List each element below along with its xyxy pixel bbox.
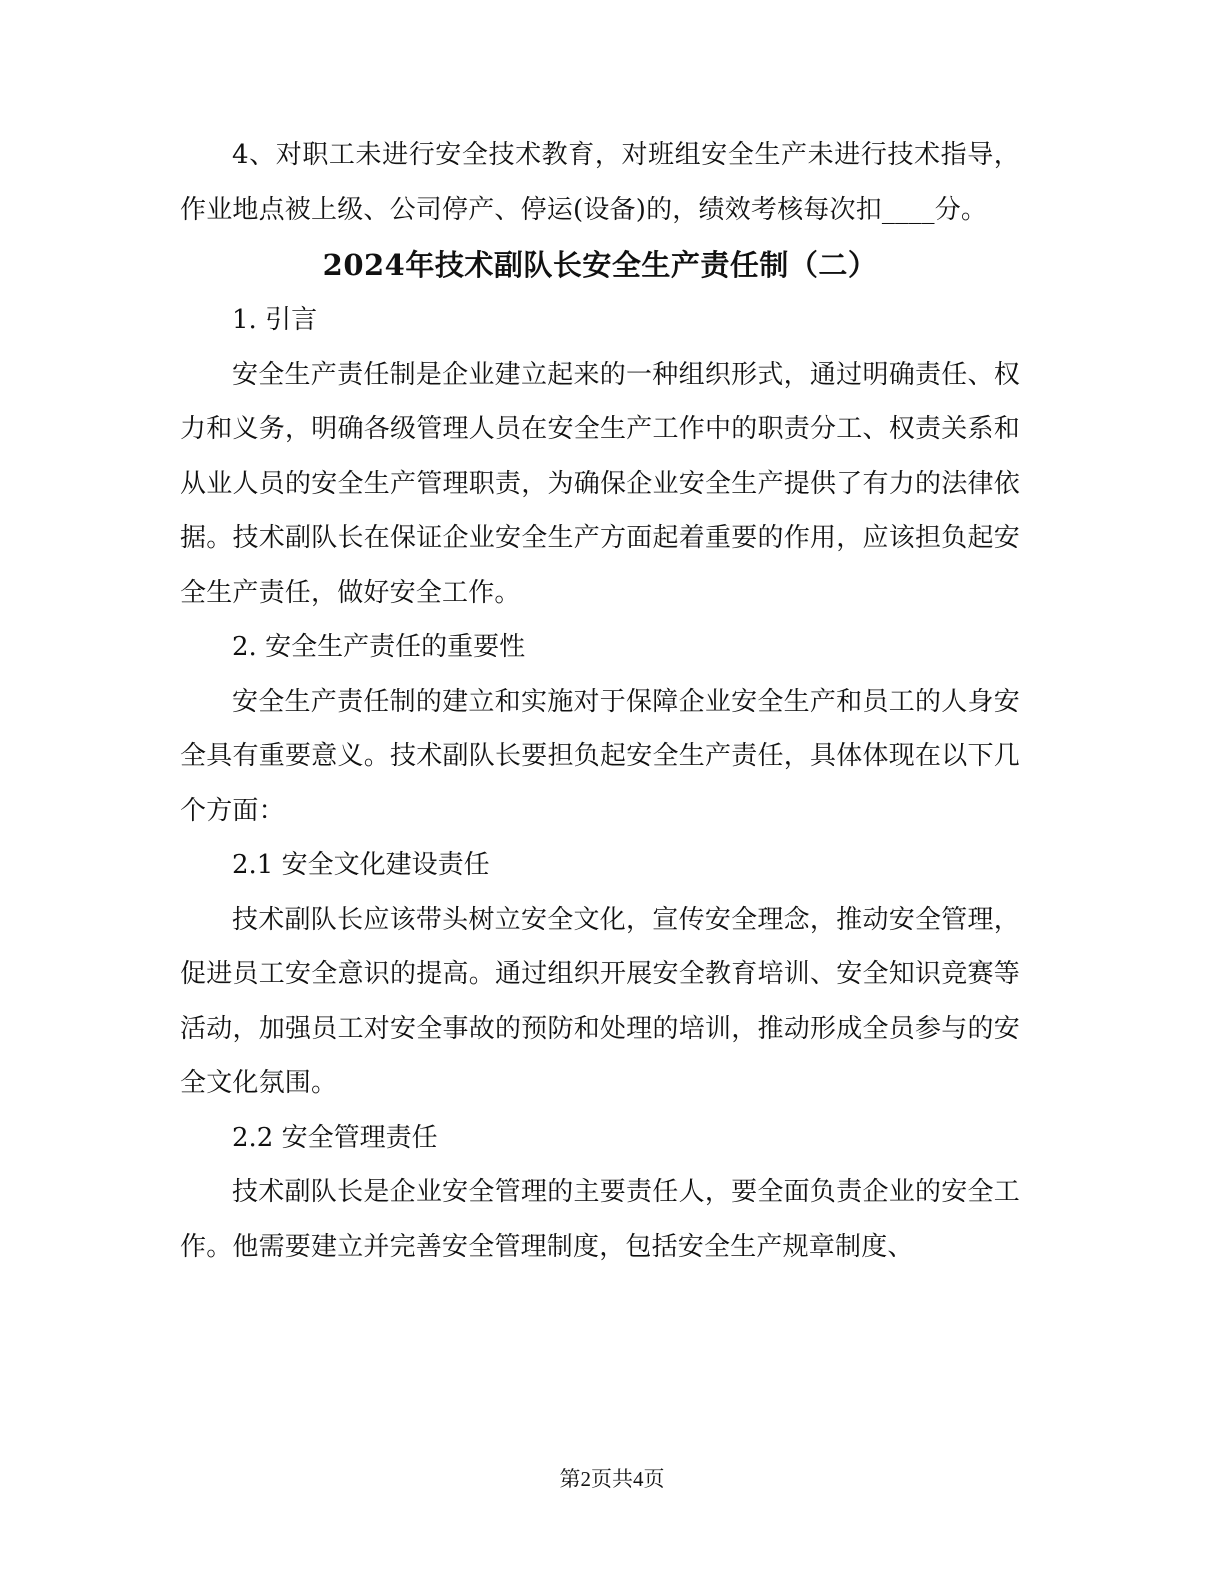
section-2-1-heading: 2.1 安全文化建设责任 — [232, 850, 490, 880]
page-number-footer: 第2页共4页 — [559, 1467, 665, 1491]
section-2-body: 安全生产责任制的建立和实施对于保障企业安全生产和员工的人身安全具有重要意义。技术副队长要担负起安全生产责任，具体体现在以下几个方面： — [180, 686, 1020, 826]
section-2-heading: 2. 安全生产责任的重要性 — [232, 632, 526, 662]
section-1-heading: 1. 引言 — [232, 305, 318, 335]
item-4-paragraph: 4、对职工未进行安全技术教育，对班组安全生产未进行技术指导，作业地点被上级、公司停产、停运(设备)的，绩效考核每次扣____分。 — [180, 140, 1020, 225]
section-2-2-heading: 2.2 安全管理责任 — [232, 1122, 438, 1153]
section-1-body: 安全生产责任制是企业建立起来的一种组织形式，通过明确责任、权力和义务，明确各级管理人员在安全生产工作中的职责分工、权责关系和从业人员的安全生产管理职责，为确保企业安全生产提供了有力的法律依据。技术副队长在保证企业安全生产方面起着重要的作用，应该担负起安全生产责任，做好安全工作。 — [180, 359, 1020, 608]
section-2-1-body: 技术副队长应该带头树立安全文化，宣传安全理念，推动安全管理，促进员工安全意识的提高。通过组织开展安全教育培训、安全知识竞赛等活动，加强员工对安全事故的预防和处理的培训，推动形成全员参与的安全文化氛围。 — [180, 904, 1020, 1098]
section-2-2-body: 技术副队长是企业安全管理的主要责任人，要全面负责企业的安全工作。他需要建立并完善安全管理制度，包括安全生产规章制度、 — [180, 1177, 1020, 1262]
document-title: 2024年技术副队长安全生产责任制（二） — [322, 248, 878, 282]
page-content — [180, 128, 1020, 1274]
